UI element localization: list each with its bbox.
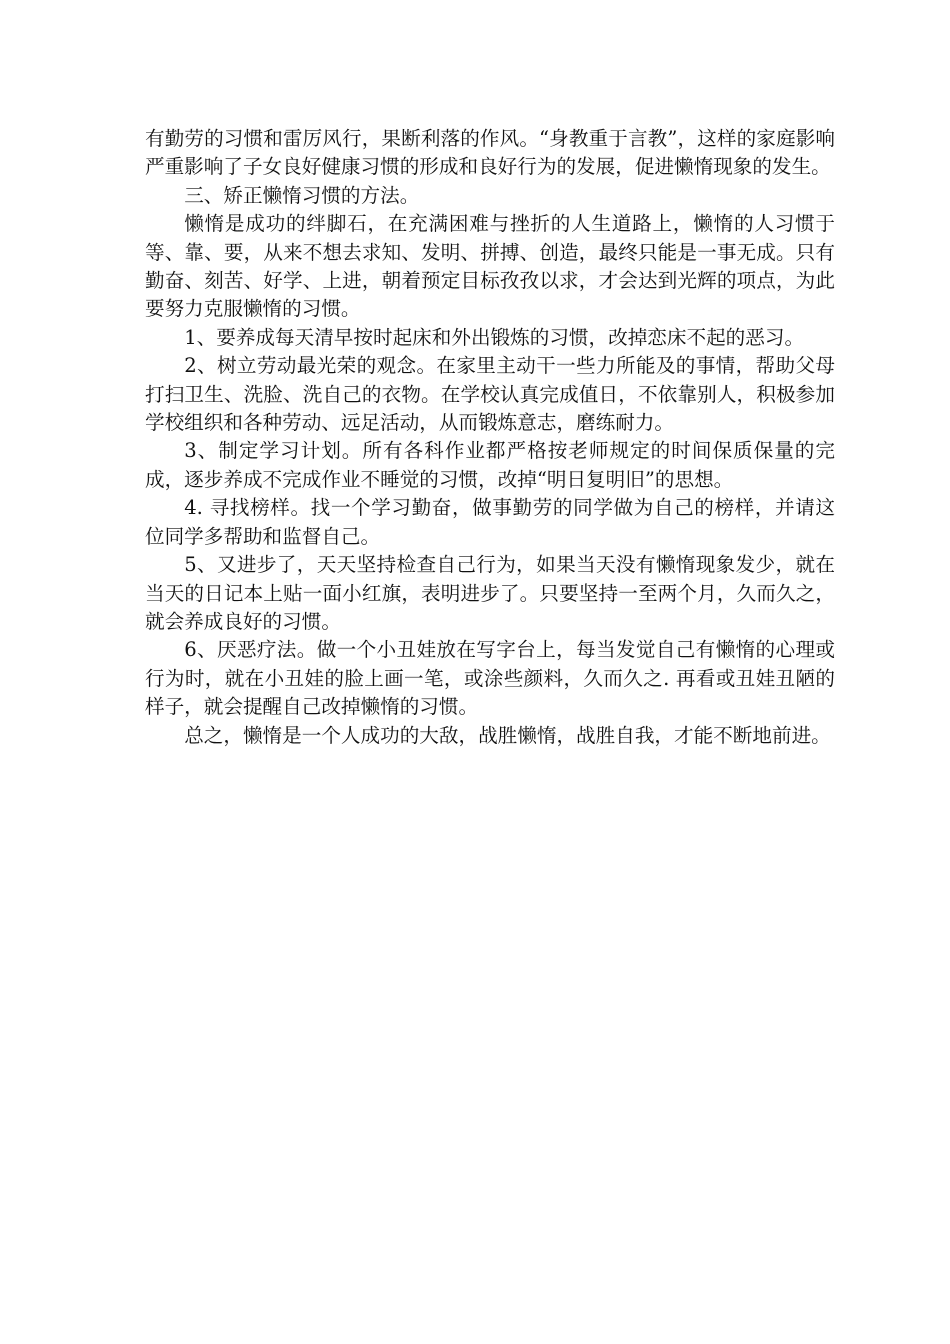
paragraph-continuation: 有勤劳的习惯和雷厉风行，果断利落的作风。“身教重于言教”，这样的家庭影响严重影响了子女良好健康习惯的形成和良好行为的发展，促进懒惰现象的发生。 bbox=[145, 127, 835, 179]
section-heading: 三、矫正懒惰习惯的方法。 bbox=[184, 183, 420, 207]
paragraph-conclusion: 总之，懒惰是一个人成功的大敌，战胜懒惰，战胜自我，才能不断地前进。 bbox=[184, 723, 831, 747]
list-item-1: 1、要养成每天清早按时起床和外出锻炼的习惯，改掉恋床不起的恶习。 bbox=[184, 325, 805, 349]
list-item-6: 6、厌恶疗法。做一个小丑娃放在写字台上，每当发觉自己有懒惰的心理或行为时，就在小丑娃的脸上画一笔，或涂些颜料，久而久之. 再看或丑娃丑陋的样子，就会提醒自己改掉懒惰的习惯。 bbox=[145, 638, 835, 719]
list-item-5: 5、又进步了，天天坚持检查自己行为，如果当天没有懒惰现象发少，就在当天的日记本上贴一面小红旗，表明进步了。只要坚持一至两个月，久而久之，就会养成良好的习惯。 bbox=[145, 553, 835, 633]
list-item-3: 3、制定学习计划。所有各科作业都严格按老师规定的时间保质保量的完成，逐步养成不完成作业不睡觉的习惯，改掉“明日复明旧”的思想。 bbox=[145, 439, 835, 491]
list-item-4: 4. 寻找榜样。找一个学习勤奋，做事勤劳的同学做为自己的榜样，并请这位同学多帮助和监督自己。 bbox=[145, 496, 835, 548]
paragraph-intro: 懒惰是成功的绊脚石，在充满困难与挫折的人生道路上，懒惰的人习惯于等、靠、要，从来不想去求知、发明、拼搏、创造，最终只能是一事无成。只有勤奋、刻苦、好学、上进，朝着预定目标孜孜以求，才会达到光辉的项点，为此要努力克服懒惰的习惯。 bbox=[145, 212, 835, 321]
list-item-2: 2、树立劳动最光荣的观念。在家里主动干一些力所能及的事情，帮助父母打扫卫生、洗脸、洗自己的衣物。在学校认真完成值日，不依靠别人，积极参加学校组织和各种劳动、远足活动，从而锻炼意志，磨练耐力。 bbox=[145, 354, 835, 435]
document-body bbox=[145, 125, 835, 750]
